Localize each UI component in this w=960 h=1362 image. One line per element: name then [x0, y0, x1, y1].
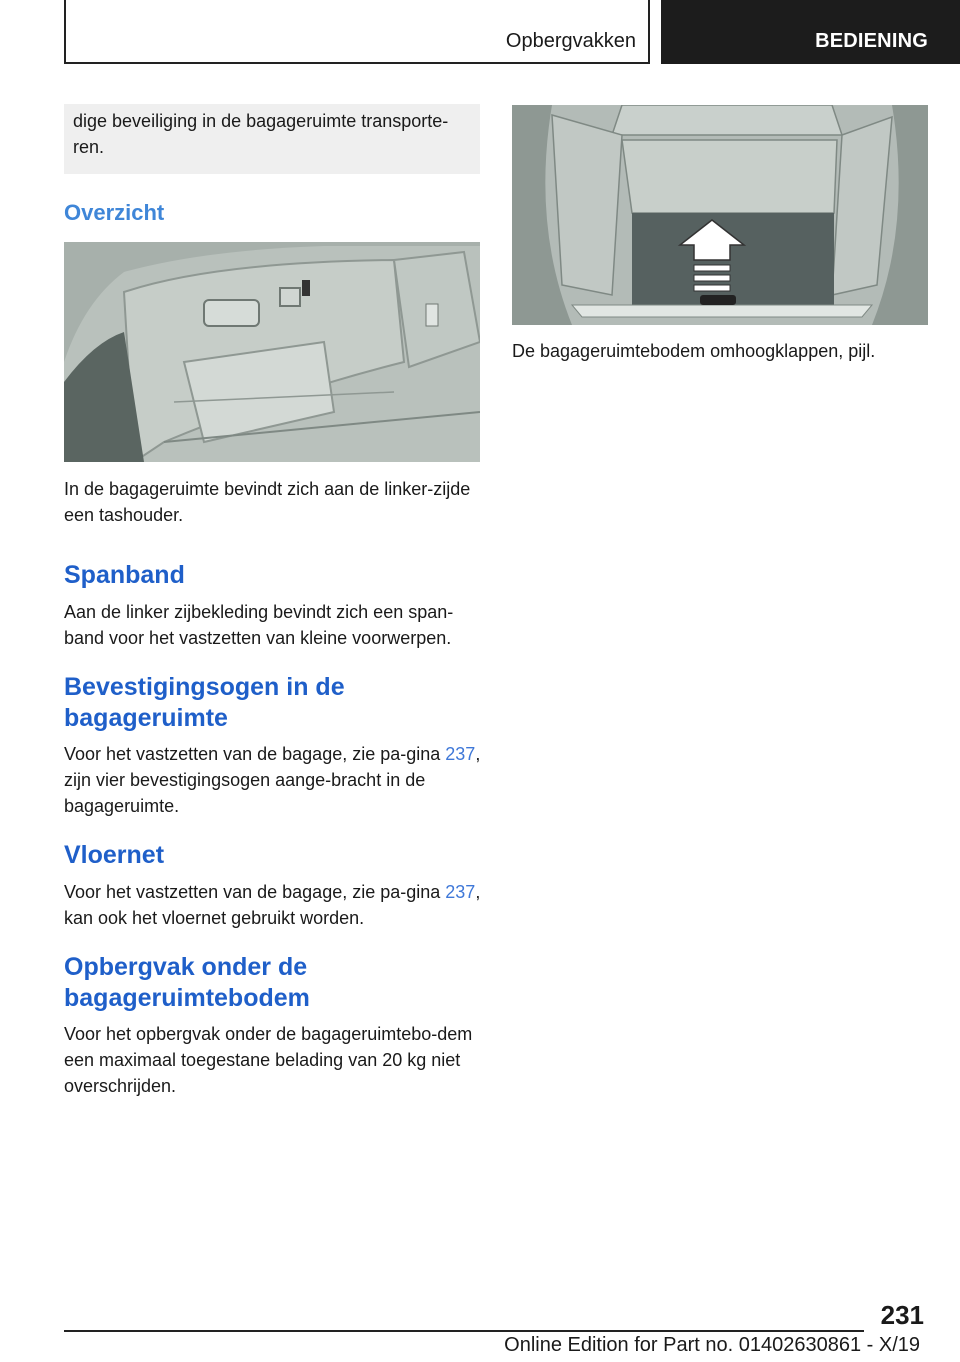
heading-tie-down-eyes — [64, 672, 345, 734]
floor-net-text-after: , kan ook het vloernet gebruikt worden. — [64, 882, 481, 928]
spanband-body: Aan de linker zijbekleding bevindt zich een span-band voor het vastzetten van kleine voorwerpen. — [64, 602, 454, 648]
floor-net-text-before: Voor het vastzetten van de bagage, zie pa-gina — [64, 882, 446, 902]
note-box: dige beveiliging in de bagageruimte transporte-ren. — [64, 104, 480, 174]
heading-spanband: Spanband — [64, 561, 185, 589]
heading-tie-down-eyes-line2: bagageruimte — [64, 704, 228, 732]
page-number: 231 — [880, 1300, 924, 1330]
trunk-floor-drawing — [512, 105, 928, 325]
running-header — [64, 0, 650, 64]
section-title: Opbergvakken — [505, 30, 636, 52]
trunk-left-side-illustration — [64, 242, 480, 462]
trunk-left-side-drawing — [64, 242, 480, 462]
tie-down-eyes-text-after: , zijn vier bevestigingsogen aange-bracht in de bagageruimte. — [64, 744, 481, 816]
heading-floor-net: Vloernet — [64, 841, 165, 869]
figure-caption: De bagageruimtebodem omhoogklappen, pijl. — [512, 341, 876, 361]
footer-rule — [64, 1330, 864, 1332]
heading-overview: Overzicht — [64, 200, 165, 225]
underfloor-storage-body: Voor het opbergvak onder de bagageruimtebo-dem een maximaal toegestane belading van 20 kg niet overschrijden. — [64, 1024, 473, 1096]
floor-net-body — [64, 879, 484, 931]
heading-underfloor-storage — [64, 952, 310, 1014]
page-link-237[interactable]: 237 — [445, 744, 476, 764]
overview-body: In de bagageruimte bevindt zich aan de linker-zijde een tashouder. — [64, 479, 471, 525]
page-link-237-net[interactable]: 237 — [445, 882, 476, 902]
heading-tie-down-eyes-line1: Bevestigingsogen in de — [64, 673, 345, 701]
tie-down-eyes-text-before: Voor het vastzetten van de bagage, zie pa-gina — [64, 744, 446, 764]
tie-down-eyes-body — [64, 741, 484, 819]
chapter-tab: BEDIENING — [661, 0, 960, 64]
trunk-floor-illustration — [512, 105, 928, 325]
footer-edition: Online Edition for Part no. 01402630861 - X/19 — [504, 1334, 920, 1356]
heading-underfloor-storage-line2: bagageruimtebodem — [64, 984, 310, 1012]
heading-underfloor-storage-line1: Opbergvak onder de — [64, 953, 308, 981]
